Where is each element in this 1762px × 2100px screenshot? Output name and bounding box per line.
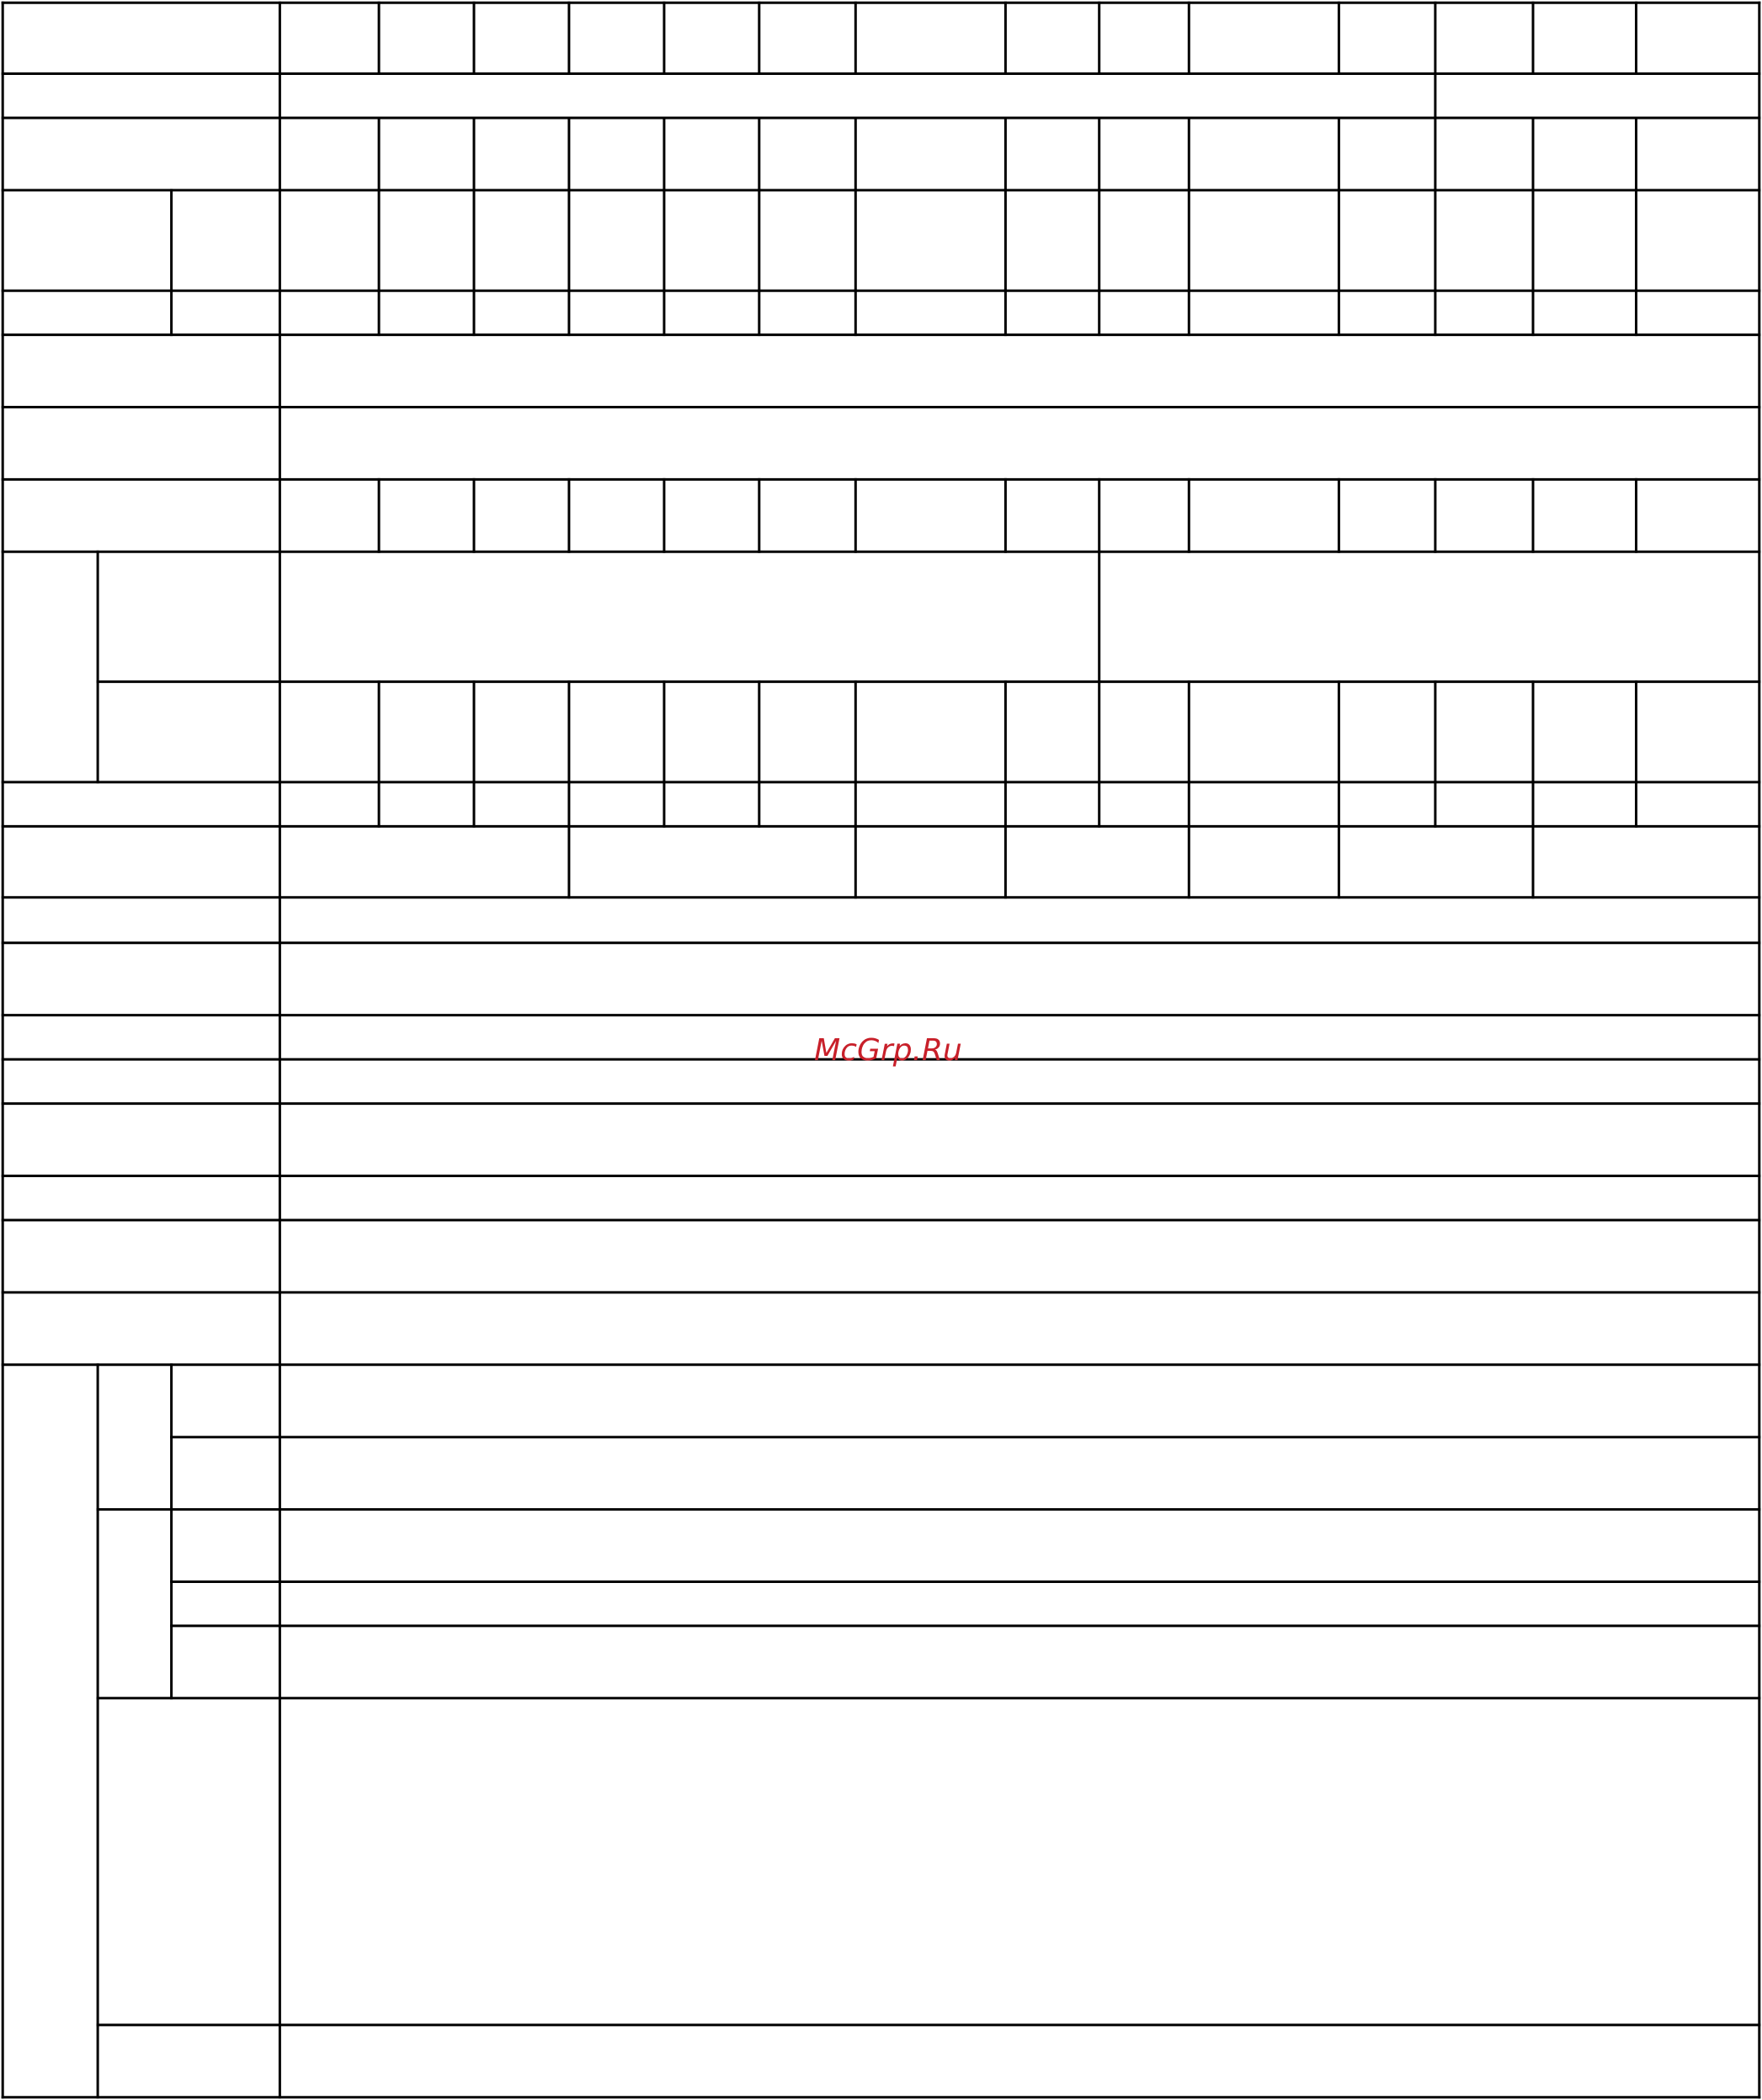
watermark-text: McGrp.Ru <box>814 1033 962 1068</box>
